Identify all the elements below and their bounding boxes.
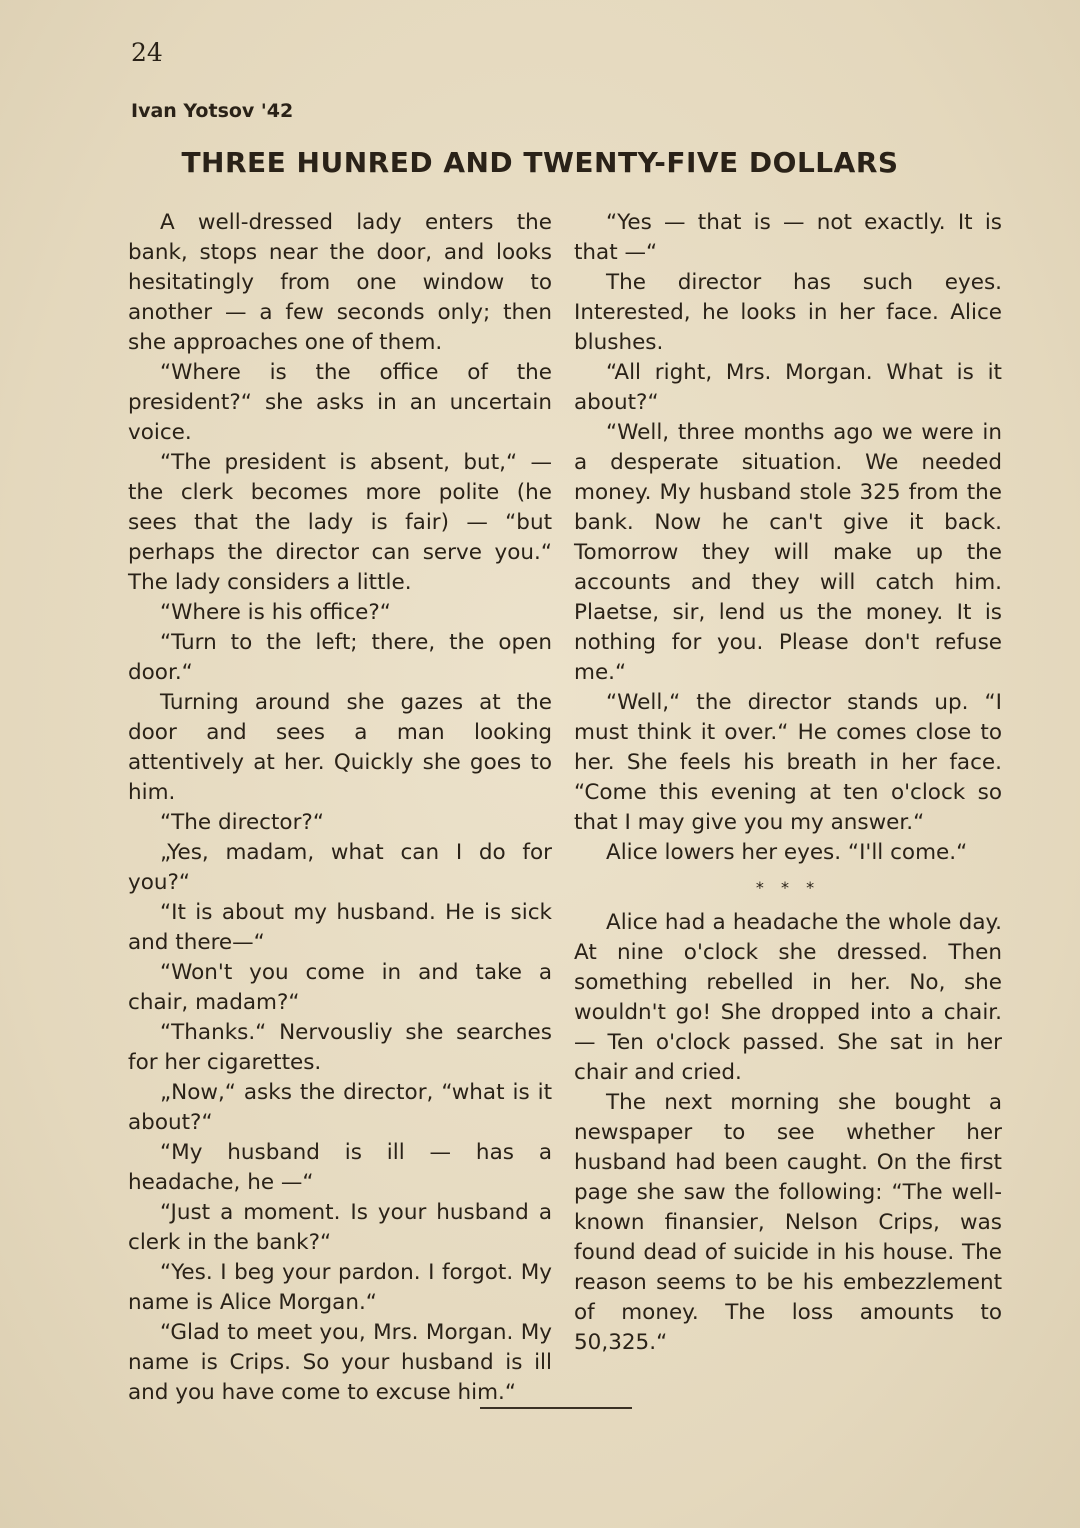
paragraph: Alice had a headache the whole day. At nine o'clock she dressed. Then something rebelled in her. No, she wouldn't go! She dropped into a chair. — Ten o'clock passed. She sat in her chair and cried. <box>574 910 1002 1085</box>
paragraph: “All right, Mrs. Morgan. What is it about?“ <box>574 360 1002 415</box>
paragraph: The director has such eyes. Interested, he looks in her face. Alice blushes. <box>574 270 1002 355</box>
story-title: THREE HUNRED AND TWENTY-FIVE DOLLARS <box>181 146 899 179</box>
paragraph: “The president is absent, but,“ — the clerk becomes more polite (he sees that the lady is fair) — “but perhaps the director can serve you.“ The lady considers a little. <box>128 450 552 595</box>
paragraph: “It is about my husband. He is sick and there—“ <box>128 900 552 955</box>
paragraph: “Turn to the left; there, the open door.“ <box>128 630 552 685</box>
paragraph: “Won't you come in and take a chair, madam?“ <box>128 960 552 1015</box>
paragraph: “Thanks.“ Nervousliy she searches for her cigarettes. <box>128 1020 552 1075</box>
section-break-asterisks: * * * <box>755 878 821 897</box>
paragraph: “My husband is ill — has a headache, he —“ <box>128 1140 552 1195</box>
paragraph: “Yes — that is — not exactly. It is that —“ <box>574 210 1002 265</box>
paragraph: The next morning she bought a newspaper to see whether her husband had been caught. On the first page she saw the following: “The well-known finansier, Nelson Crips, was found dead of suicide in his house. The reason seems to be his embezzlement of money. The loss amounts to 50,325.“ <box>574 1090 1002 1355</box>
paragraph: “Glad to meet you, Mrs. Morgan. My name is Crips. So your husband is ill and you have come to excuse him.“ <box>128 1320 552 1405</box>
paragraph: A well-dressed lady enters the bank, stops near the door, and looks hesitatingly from one window to another — a few seconds only; then she approaches one of them. <box>128 210 552 355</box>
paragraph: “Well,“ the director stands up. “I must think it over.“ He comes close to her. She feels his breath in her face. “Come this evening at ten o'clock so that I may give you my answer.“ <box>574 690 1002 835</box>
paragraph: “Where is his office?“ <box>160 600 391 625</box>
author-byline: Ivan Yotsov '42 <box>131 100 294 122</box>
page-number: 24 <box>131 38 163 67</box>
paragraph: “The director?“ <box>160 810 324 835</box>
paragraph: “Yes. I beg your pardon. I forgot. My name is Alice Morgan.“ <box>128 1260 552 1315</box>
left-text-column <box>128 208 552 1408</box>
paragraph: „Yes, madam, what can I do for you?“ <box>128 840 552 895</box>
right-text-column <box>574 208 1002 1358</box>
paragraph: Alice lowers her eyes. “I'll come.“ <box>606 840 968 865</box>
paragraph: Turning around she gazes at the door and sees a man looking attentively at her. Quickly she goes to him. <box>128 690 552 805</box>
paragraph: “Just a moment. Is your husband a clerk in the bank?“ <box>128 1200 552 1255</box>
paragraph: “Where is the office of the president?“ she asks in an uncertain voice. <box>128 360 552 445</box>
end-divider-line <box>480 1407 632 1409</box>
paragraph: „Now,“ asks the director, “what is it about?“ <box>128 1080 552 1135</box>
paragraph: “Well, three months ago we were in a desperate situation. We needed money. My husband stole 325 from the bank. Now he can't give it back. Tomorrow they will make up the accounts and they will catch him. Plaetse, sir, lend us the money. It is nothing for you. Please don't refuse me.“ <box>574 420 1002 685</box>
